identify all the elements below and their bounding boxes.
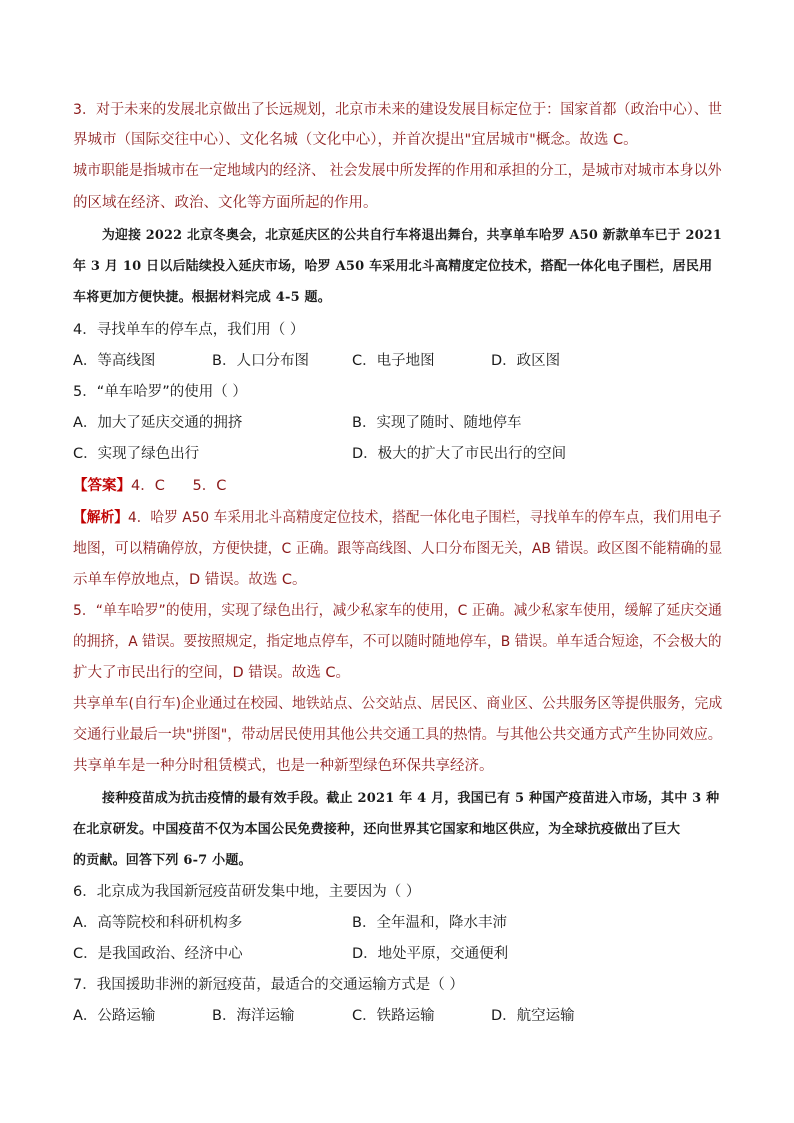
passage1-line-2: 年 3 月 10 日以后陆续投入延庆市场，哈罗 A50 车采用北斗高精度定位技术，搭配一体化电子围栏，居民用 (73, 259, 713, 274)
analysis-tag: 【解析】 (73, 510, 128, 526)
q4-option-b: B．人口分布图 (212, 353, 309, 369)
passage2-line-3: 的贡献。回答下列 6-7 小题。 (73, 853, 252, 868)
q3-analysis-line-3: 城市职能是指城市在一定地域内的经济、 社会发展中所发挥的作用和承担的分工，是城市对城市本身以外 (73, 163, 722, 179)
answer-tag: 【答案】 (73, 478, 131, 494)
q3-analysis-line-4: 的区域在经济、政治、文化等方面所起的作用。 (73, 195, 378, 211)
q5-option-c: C．实现了绿色出行 (73, 446, 200, 462)
analysis-line-6: 扩大了市民出行的空间，D 错误。故选 C。 (73, 665, 351, 681)
analysis-line-5: 的拥挤，A 错误。要按照规定，指定地点停车，不可以随时随地停车，B 错误。单车适合短途，不会极大的 (73, 634, 722, 650)
q3-analysis-line-2: 界城市（国际交往中心）、文化名城（文化中心），并首次提出"宜居城市"概念。故选 C。 (73, 132, 638, 148)
passage1-line-1: 为迎接 2022 北京冬奥会，北京延庆区的公共自行车将退出舞台，共享单车哈罗 A50 新款单车已于 2021 (102, 228, 723, 243)
passage2-line-2: 在北京研发。中国疫苗不仅为本国公民免费接种，还向世界其它国家和地区供应，为全球抗疫做出了巨大 (73, 822, 681, 837)
passage1-line-3: 车将更加方便快捷。根据材料完成 4-5 题。 (73, 290, 331, 305)
q7-option-a: A．公路运输 (73, 1008, 156, 1024)
q6-option-b: B．全年温和，降水丰沛 (352, 915, 507, 931)
q7-option-c: C．铁路运输 (352, 1008, 435, 1024)
q7-option-b: B．海洋运输 (212, 1008, 295, 1024)
q4-option-d: D．政区图 (491, 353, 561, 369)
q7-stem: 7．我国援助非洲的新冠疫苗，最适合的交通运输方式是（ ） (73, 977, 464, 993)
q4-option-c: C．电子地图 (352, 353, 435, 369)
q4-stem: 4．寻找单车的停车点，我们用（ ） (73, 322, 305, 338)
analysis-line-3: 示单车停放地点，D 错误。故选 C。 (73, 572, 307, 588)
q4-option-a: A．等高线图 (73, 353, 156, 369)
analysis-line-9: 共享单车是一种分时租赁模式，也是一种新型绿色环保共享经济。 (73, 758, 494, 774)
answer-text: 4．C 5．C (131, 478, 227, 494)
q6-stem: 6．北京成为我国新冠疫苗研发集中地，主要因为（ ） (73, 884, 421, 900)
q5-option-d: D．极大的扩大了市民出行的空间 (352, 446, 567, 462)
q6-option-c: C．是我国政治、经济中心 (73, 946, 243, 962)
q5-option-a: A．加大了延庆交通的拥挤 (73, 415, 243, 431)
analysis-q4-text: 4．哈罗 A50 车采用北斗高精度定位技术，搭配一体化电子围栏，寻找单车的停车点，我们用电子 (127, 510, 722, 526)
answer-line (73, 476, 226, 496)
analysis-line-2: 地图，可以精确停放，方便快捷，C 正确。跟等高线图、人口分布图无关，AB 错误。政区图不能精确的显 (73, 541, 723, 557)
q3-analysis-line-1: 3．对于未来的发展北京做出了长远规划，北京市未来的建设发展目标定位于：国家首都（政治中心）、世 (73, 102, 722, 118)
q5-stem: 5．“单车哈罗”的使用（ ） (73, 384, 247, 400)
analysis-line-8: 交通行业最后一块"拼图"，带动居民使用其他公共交通工具的热情。与其他公共交通方式产生协同效应。 (73, 727, 722, 743)
q6-option-a: A．高等院校和科研机构多 (73, 915, 243, 931)
passage2-line-1: 接种疫苗成为抗击疫情的最有效手段。截止 2021 年 4 月，我国已有 5 种国产疫苗进入市场，其中 3 种 (102, 791, 720, 806)
q5-option-b: B．实现了随时、随地停车 (352, 415, 522, 431)
q6-option-d: D．地处平原，交通便利 (352, 946, 509, 962)
analysis-line-7: 共享单车(自行车)企业通过在校园、地铁站点、公交站点、居民区、商业区、公共服务区等提供服务，完成 (73, 696, 723, 712)
analysis-line-1 (73, 508, 722, 528)
analysis-line-4: 5．“单车哈罗”的使用，实现了绿色出行，减少私家车的使用，C 正确。减少私家车使用，缓解了延庆交通 (73, 603, 722, 619)
q7-option-d: D．航空运输 (491, 1008, 575, 1024)
